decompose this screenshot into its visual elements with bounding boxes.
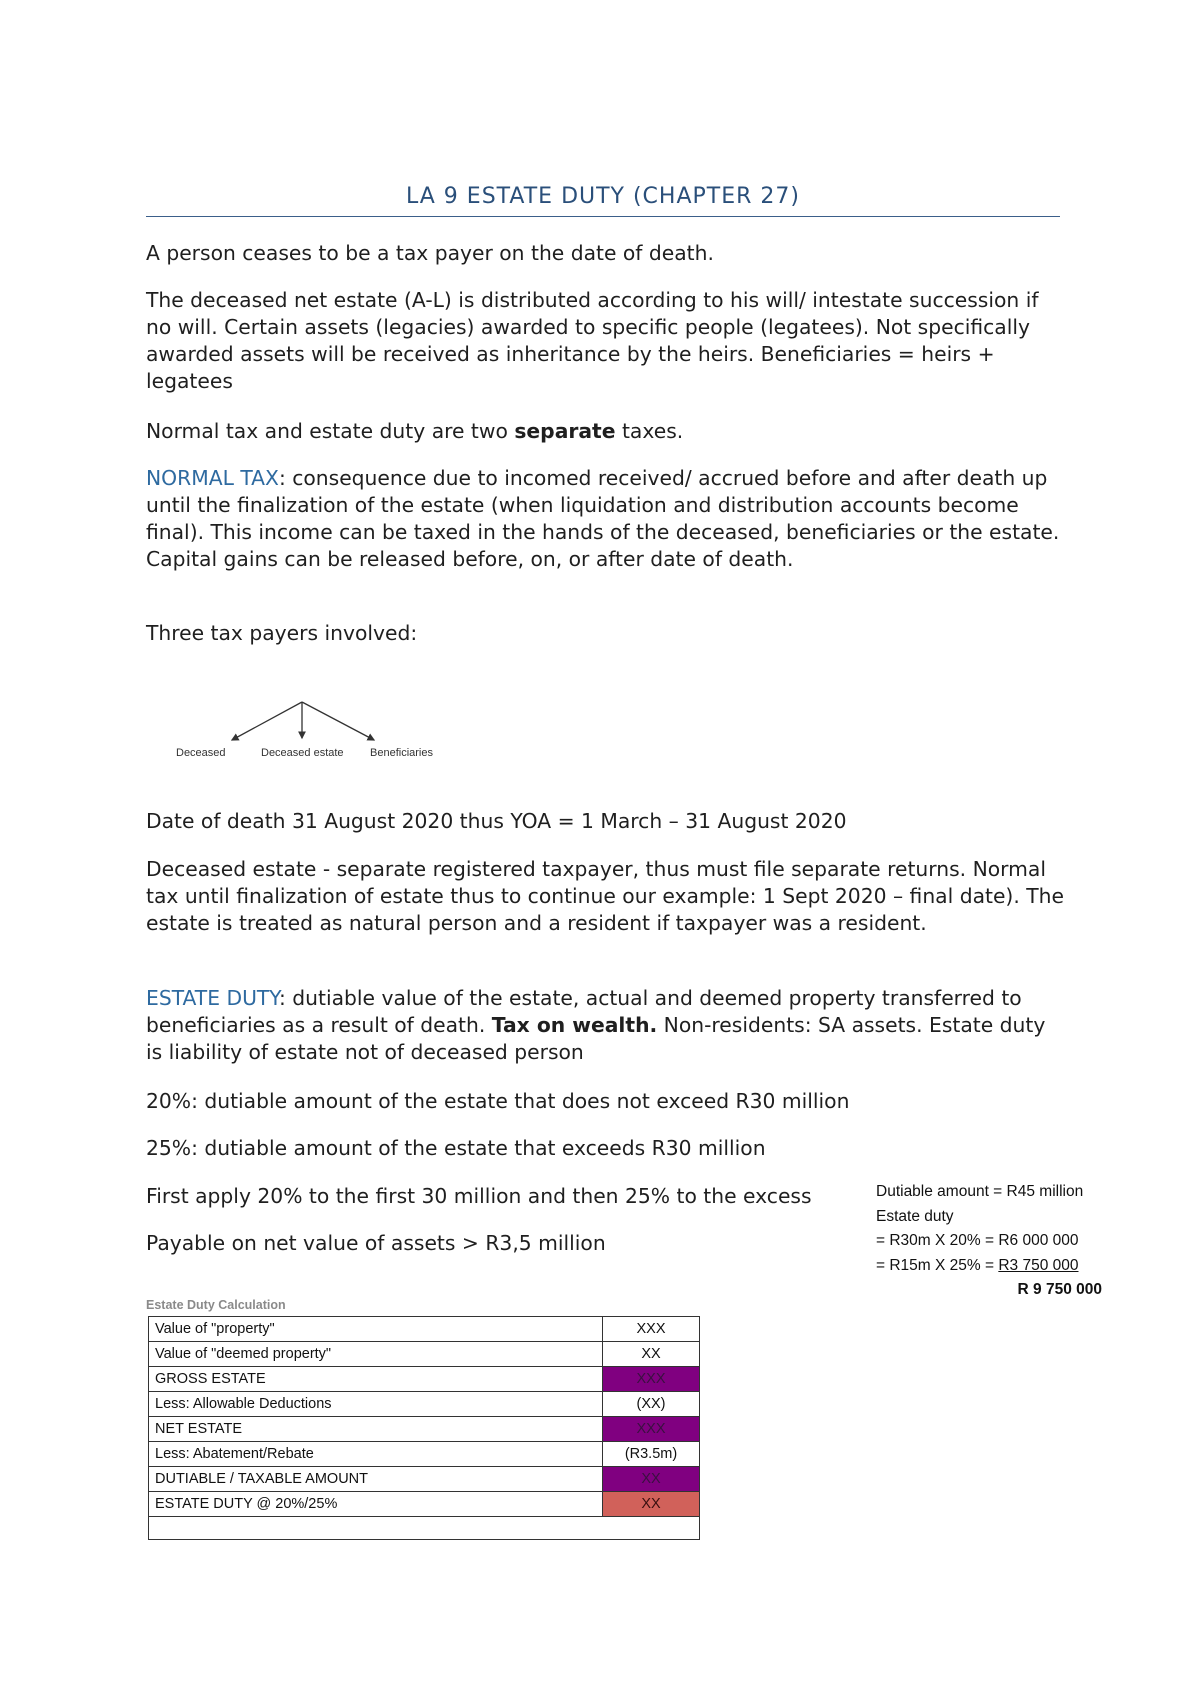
table-row-empty xyxy=(149,1517,700,1540)
row-label: Value of "deemed property" xyxy=(149,1342,603,1367)
taxpayers-diagram xyxy=(160,690,460,770)
para-deceased-estate: Deceased estate - separate registered taxpayer, thus must file separate returns. Normal tax until finalization of estate thus to continue our example: 1 Sept 2020 – final date). The estate is treated as natural person and a resident if taxpayer was a resident. xyxy=(146,857,1064,935)
row-label: Less: Allowable Deductions xyxy=(149,1392,603,1417)
table-row xyxy=(149,1317,700,1342)
table-row xyxy=(149,1392,700,1417)
empty-cell xyxy=(149,1517,700,1540)
table-row xyxy=(149,1442,700,1467)
title-underline xyxy=(146,216,1060,217)
row-value: XXX xyxy=(603,1367,700,1392)
diagram-label-deceased-estate: Deceased estate xyxy=(261,747,344,759)
para-rate-20: 20%: dutiable amount of the estate that does not exceed R30 million xyxy=(146,1089,850,1113)
para-three-taxpayers: Three tax payers involved: xyxy=(146,621,418,645)
calc-total: R 9 750 000 xyxy=(1017,1281,1102,1298)
table-row xyxy=(149,1342,700,1367)
para-separate-after: taxes. xyxy=(615,419,684,443)
arrow-to-deceased xyxy=(232,702,302,740)
row-value: XX xyxy=(603,1467,700,1492)
row-label: ESTATE DUTY @ 20%/25% xyxy=(149,1492,603,1517)
estate-duty-text: : dutiable value of the estate, actual and deemed property transferred to beneficiaries as a result of death. xyxy=(146,986,1022,1037)
estate-duty-table xyxy=(148,1316,700,1540)
table-row xyxy=(149,1367,700,1392)
para-taxpayer-ceases: A person ceases to be a tax payer on the date of death. xyxy=(146,241,714,265)
calc-first-bracket: = R30m X 20% = R6 000 000 xyxy=(876,1232,1079,1249)
para-separate-before: Normal tax and estate duty are two xyxy=(146,419,515,443)
row-value: (R3.5m) xyxy=(603,1442,700,1467)
table-row xyxy=(149,1417,700,1442)
normal-tax-text: : consequence due to incomed received/ accrued before and after death up until the finalization of the estate (when liquidation and distribution accounts become final). This income can be taxed in the hands of the deceased, beneficiaries or the estate. Capital gains can be released before, on, or after date of death. xyxy=(146,466,1060,571)
row-label: DUTIABLE / TAXABLE AMOUNT xyxy=(149,1467,603,1492)
para-payable: Payable on net value of assets > R3,5 million xyxy=(146,1231,606,1255)
para-normal-tax xyxy=(146,465,1066,573)
row-label: GROSS ESTATE xyxy=(149,1367,603,1392)
row-value: XX xyxy=(603,1492,700,1517)
table-caption: Estate Duty Calculation xyxy=(146,1298,286,1312)
estate-duty-after: Non-residents: SA assets. Estate duty is liability of estate not of deceased person xyxy=(146,1013,1046,1064)
normal-tax-heading: NORMAL TAX xyxy=(146,466,279,490)
row-value: XX xyxy=(603,1342,700,1367)
row-label: Less: Abatement/Rebate xyxy=(149,1442,603,1467)
para-rate-25: 25%: dutiable amount of the estate that exceeds R30 million xyxy=(146,1136,766,1160)
table-row xyxy=(149,1492,700,1517)
calc-estate-duty-label: Estate duty xyxy=(876,1207,954,1225)
calc-dutiable-amount: Dutiable amount = R45 million xyxy=(876,1183,1084,1200)
arrow-to-beneficiaries xyxy=(302,702,374,740)
diagram-label-deceased: Deceased xyxy=(176,747,226,759)
estate-duty-bold: Tax on wealth. xyxy=(491,1013,658,1037)
diagram-label-beneficiaries: Beneficiaries xyxy=(370,747,433,759)
document-title: LA 9 ESTATE DUTY (CHAPTER 27) xyxy=(406,184,800,209)
para-estate-duty xyxy=(146,985,1066,1066)
row-label: Value of "property" xyxy=(149,1317,603,1342)
row-value: XXX xyxy=(603,1417,700,1442)
para-separate-taxes xyxy=(146,418,1066,445)
estate-duty-heading: ESTATE DUTY xyxy=(146,986,279,1010)
row-value: (XX) xyxy=(603,1392,700,1417)
para-first-apply: First apply 20% to the first 30 million and then 25% to the excess xyxy=(146,1184,812,1208)
calc-second-amount: R3 750 000 xyxy=(998,1256,1079,1274)
calc-second-bracket xyxy=(876,1254,1126,1279)
para-separate-bold: separate xyxy=(514,419,616,443)
para-net-estate: The deceased net estate (A-L) is distributed according to his will/ intestate succession if no will. Certain assets (legacies) awarded to specific people (legatees). Not specifically awarded assets will be received as inheritance by the heirs. Beneficiaries = heirs + legatees xyxy=(146,288,1039,393)
row-value: XXX xyxy=(603,1317,700,1342)
calc-second-prefix: = R15m X 25% = xyxy=(876,1256,999,1274)
para-date-of-death: Date of death 31 August 2020 thus YOA = 1 March – 31 August 2020 xyxy=(146,809,847,833)
table-row xyxy=(149,1467,700,1492)
row-label: NET ESTATE xyxy=(149,1417,603,1442)
duty-example-calculation xyxy=(876,1180,1126,1303)
